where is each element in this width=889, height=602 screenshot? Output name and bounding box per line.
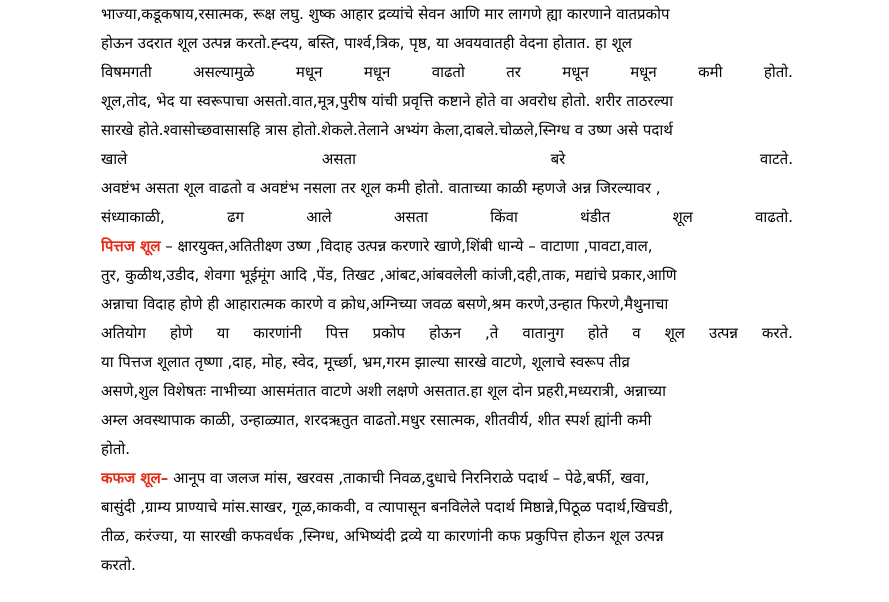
word: संध्याकाळी,	[101, 208, 165, 226]
word: उत्पन्न	[709, 324, 738, 342]
word: ढग	[227, 208, 244, 226]
word: होतो.	[763, 63, 793, 81]
word: प्रकोप	[372, 324, 406, 342]
word: असता	[321, 150, 356, 168]
text-line: तुर, कुळीथ,उडीद, शेवगा भूईमूंग आदि ,पेंड, तिखट ,आंबट,आंबवलेली कांजी,दही,ताक, मद्यांचे प्रकार,आणि	[101, 266, 677, 284]
word: बरे	[550, 150, 566, 168]
text-line: या पित्तज शूलात तृष्णा ,दाह, मोह, स्वेद, मूर्च्छा, भ्रम,गरम झाल्या सारखे वाटणे, शूलाचे स्वरूप तीव्र	[101, 353, 630, 371]
kapha-heading: कफज शूल–	[101, 469, 169, 487]
word: मधून	[363, 63, 391, 81]
text-line: अन्नाचा विदाह होणे ही आहारात्मक कारणे व क्रोध,अग्निच्या जवळ बसणे,श्रम करणे,उन्हात फिरणे,मैथुनाचा	[101, 295, 669, 313]
justified-line	[101, 58, 793, 87]
document-page	[101, 0, 793, 580]
word: कारणांनी	[253, 324, 302, 342]
word: वाढतो	[431, 63, 465, 81]
text-line: करतो.	[101, 556, 136, 574]
word: करते.	[761, 324, 793, 342]
word: वाढतो.	[755, 208, 793, 226]
word: खाले	[101, 150, 128, 168]
text-line: भाज्या,कडूकषाय,रसात्मक, रूक्ष लघु. शुष्क आहार द्रव्यांचे सेवन आणि मार लागणे ह्या कारणाने वातप्रकोप	[101, 5, 670, 23]
text-line: होऊन उदरात शूल उत्पन्न करतो.ह्न्दय, बस्ति, पार्श्व,त्रिक, पृष्ठ, या अवयवातही वेदना होतात. हा शूल	[101, 34, 632, 52]
word: आले	[306, 208, 332, 226]
word: शूल	[664, 324, 685, 342]
word: वाटते.	[759, 150, 793, 168]
text-line: अम्ल अवस्थापाक काळी, उन्हाळ्यात, शरदऋतुत वाढतो.मधुर रसात्मक, शीतवीर्य, शीत स्पर्श ह्यांनी कमी	[101, 411, 652, 429]
text-line: अवष्टंभ असता शूल वाढतो व अवष्टंभ नसला तर शूल कमी होतो. वाताच्या काळी म्हणजे अन्न जिरल्यावर ,	[101, 179, 661, 197]
word: तर	[506, 63, 521, 81]
word: मधून	[295, 63, 323, 81]
word: मधून	[630, 63, 657, 81]
word: होते	[587, 324, 609, 342]
word: व	[632, 324, 641, 342]
justified-line	[101, 145, 793, 174]
word: शूल	[672, 208, 693, 226]
word: वातानुग	[522, 324, 564, 342]
pitta-line-1-text: – क्षारयुक्त,अतितीक्ष्ण उष्ण ,विदाह उत्पन्न करणारे खाणे,शिंबी धान्ये – वाटाणा ,पावटा,वाल,	[160, 237, 653, 255]
justified-line	[101, 319, 793, 348]
pitta-heading: पित्तज शूल	[101, 237, 161, 255]
kapha-line-1-text: आनूप वा जलज मांस, खरवस ,ताकाची निवळ,दुधाचे निरनिराळे पदार्थ – पेढे,बर्फी, खवा,	[168, 469, 650, 487]
justified-line	[101, 203, 793, 232]
word: थंडीत	[580, 208, 611, 226]
word: होऊन	[429, 324, 462, 342]
word: पित्त	[325, 324, 349, 342]
word: असता	[393, 208, 429, 226]
word: या	[216, 324, 230, 342]
word: असल्यामुळे	[193, 63, 255, 81]
word: होणे	[169, 324, 193, 342]
text-line: तीळ, करंज्या, या सारखी कफवर्धक ,स्निग्ध, अभिष्यंदी द्रव्ये या कारणांनी कफ प्रकुपित्त होऊन शूल उत्पन्न	[101, 527, 664, 545]
word: कमी	[698, 63, 723, 81]
kapha-line-1	[101, 464, 793, 493]
text-line: बासुंदी ,ग्राम्य प्राण्याचे मांस.साखर, गूळ,काकवी, व त्यापासून बनविलेले पदार्थ मिष्ठान्ने,पिठूळ पदार्थ,खिचडी,	[101, 498, 674, 516]
text-line: सारखे होते.श्वासोच्छवासासहि त्रास होतो.शेकले.तेलाने अभ्यंग केला,दाबले.चोळले,स्निग्ध व उष्ण असे पदार्थ	[101, 121, 673, 139]
text-line: शूल,तोद, भेद या स्वरूपाचा असतो.वात,मूत्र,पुरीष यांची प्रवृत्ति कष्टाने होते वा अवरोध होतो. शरीर ताठरल्या	[101, 92, 674, 110]
word: मधून	[562, 63, 589, 81]
pitta-line-1	[101, 232, 793, 261]
word: ,ते	[485, 324, 499, 342]
word: अतियोग	[101, 324, 146, 342]
text-line: होतो.	[101, 440, 131, 458]
text-line: असणे,शुल विशेषतः नाभीच्या आसमंतात वाटणे अशी लक्षणे असतात.हा शूल दोन प्रहरी,मध्यरात्री, अन्नाच्या	[101, 382, 666, 400]
word: विषमगती	[101, 63, 152, 81]
word: किंवा	[490, 208, 518, 226]
